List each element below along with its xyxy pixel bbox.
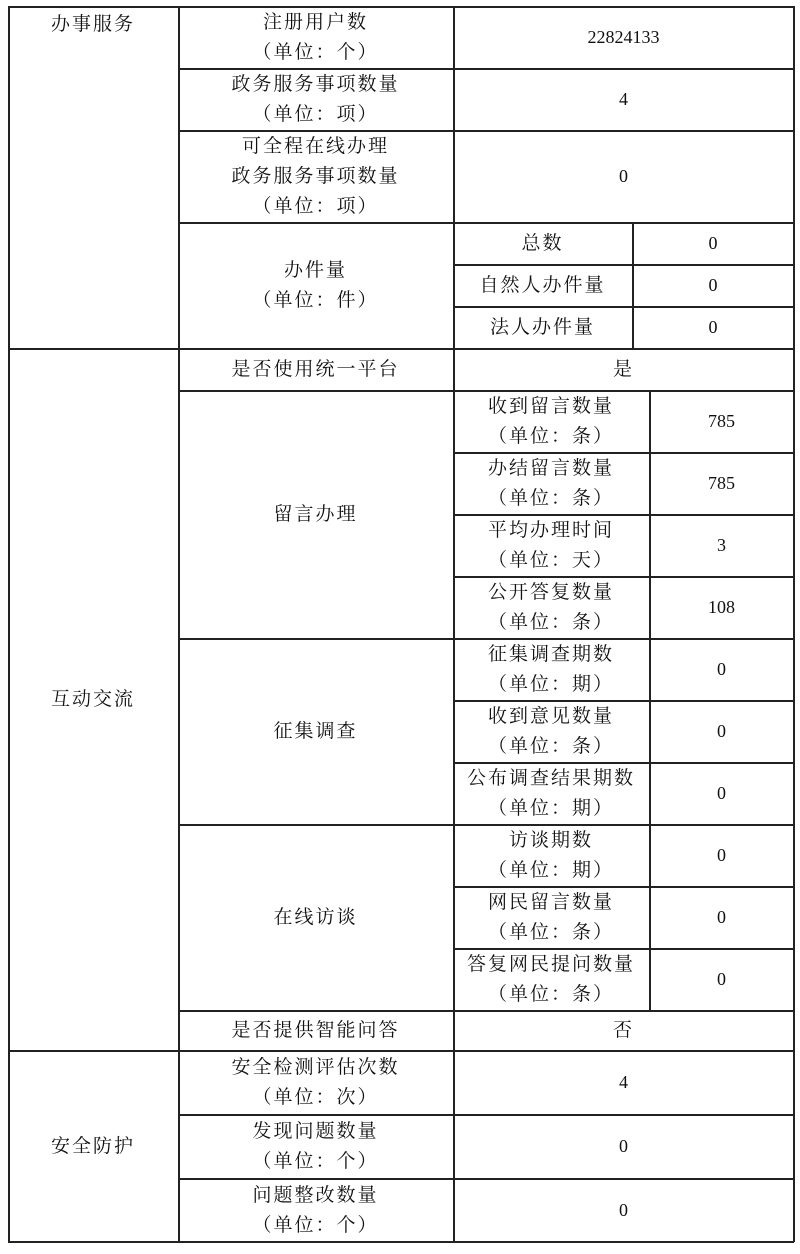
- divider-col-2: [453, 6, 455, 1242]
- item-replies-to-netizens-label: 答复网民提问数量 （单位：条）: [466, 953, 635, 1005]
- category-label: 办事服务: [50, 13, 135, 35]
- row-issues-fixed-label: 问题整改数量 （单位：个）: [252, 1184, 379, 1236]
- row-online-items-value: 0: [619, 166, 628, 186]
- row-divider: [178, 1114, 794, 1116]
- item-public-replies-label: 公开答复数量 （单位：条）: [487, 581, 614, 633]
- table-border-right: [793, 6, 795, 1242]
- item-public-replies-value: 108: [708, 597, 735, 617]
- statistics-table: [8, 6, 794, 1242]
- table-border-top: [8, 6, 794, 8]
- row-registered-users-value: 22824133: [587, 27, 660, 47]
- category-office-services: [8, 6, 178, 348]
- row-divider: [178, 824, 794, 826]
- section-divider-1: [8, 348, 794, 350]
- row-online-items-label: 可全程在线办理 政务服务事项数量 （单位：项）: [231, 135, 400, 217]
- row-service-items-label: 政务服务事项数量 （单位：项）: [231, 73, 400, 125]
- item-received-messages-value: 785: [708, 411, 735, 431]
- category-label: 安全防护: [50, 1135, 135, 1157]
- table-border-bottom: [8, 1241, 794, 1243]
- row-security-checks-label: 安全检测评估次数 （单位：次）: [231, 1056, 400, 1108]
- item-replies-to-netizens-value: 0: [717, 969, 726, 989]
- row-divider: [178, 390, 794, 392]
- item-survey-results-label: 公布调查结果期数 （单位：期）: [466, 767, 635, 819]
- group-survey: 征集调查: [273, 720, 358, 742]
- row-divider: [178, 222, 794, 224]
- row-divider: [178, 130, 794, 132]
- subrow-divider: [453, 306, 794, 308]
- item-opinions-received-value: 0: [717, 721, 726, 741]
- subrow-divider: [453, 948, 794, 950]
- divider-col-3a: [632, 222, 634, 348]
- subrow-total-label: 总数: [521, 232, 564, 254]
- group-message-handling: 留言办理: [273, 503, 358, 525]
- row-divider: [178, 68, 794, 70]
- subrow-divider: [453, 264, 794, 266]
- row-issues-found-value: 0: [619, 1136, 628, 1156]
- subrow-divider: [453, 886, 794, 888]
- row-issues-found-label: 发现问题数量 （单位：个）: [252, 1120, 379, 1172]
- subrow-divider: [453, 576, 794, 578]
- group-online-interview: 在线访谈: [273, 906, 358, 928]
- divider-col-1: [178, 6, 180, 1242]
- item-avg-handling-time-value: 3: [717, 535, 726, 555]
- subrow-legal-person-label: 法人办件量: [489, 316, 595, 338]
- subrow-natural-person-value: 0: [708, 275, 718, 295]
- item-avg-handling-time-label: 平均办理时间 （单位：天）: [487, 519, 614, 571]
- item-survey-periods-value: 0: [717, 659, 726, 679]
- item-netizen-messages-value: 0: [717, 907, 726, 927]
- row-unified-platform-value: 是: [612, 358, 634, 380]
- row-issues-fixed-value: 0: [619, 1200, 628, 1220]
- row-smart-qa-value: 否: [612, 1019, 634, 1041]
- category-interaction: [8, 348, 178, 1050]
- category-security: [8, 1050, 178, 1242]
- item-survey-periods-label: 征集调查期数 （单位：期）: [487, 643, 614, 695]
- item-interview-periods-label: 访谈期数 （单位：期）: [487, 829, 614, 881]
- row-security-checks-value: 4: [619, 1072, 628, 1092]
- row-registered-users-label: 注册用户数 （单位：个）: [252, 11, 379, 63]
- item-received-messages-label: 收到留言数量 （单位：条）: [487, 395, 614, 447]
- item-interview-periods-value: 0: [717, 845, 726, 865]
- row-unified-platform-label: 是否使用统一平台: [231, 358, 400, 380]
- item-closed-messages-label: 办结留言数量 （单位：条）: [487, 457, 614, 509]
- row-divider: [178, 1178, 794, 1180]
- row-service-items-value: 4: [619, 89, 628, 109]
- table-border-left: [8, 6, 10, 1242]
- row-divider: [178, 638, 794, 640]
- item-closed-messages-value: 785: [708, 473, 735, 493]
- subrow-total-value: 0: [708, 233, 718, 253]
- subrow-divider: [453, 452, 794, 454]
- section-divider-2: [8, 1050, 794, 1052]
- item-opinions-received-label: 收到意见数量 （单位：条）: [487, 705, 614, 757]
- category-label: 互动交流: [50, 688, 135, 710]
- subrow-divider: [453, 514, 794, 516]
- row-divider: [178, 1010, 794, 1012]
- item-survey-results-value: 0: [717, 783, 726, 803]
- subrow-legal-person-value: 0: [708, 317, 718, 337]
- subrow-divider: [453, 700, 794, 702]
- subrow-natural-person-label: 自然人办件量: [479, 274, 606, 296]
- item-netizen-messages-label: 网民留言数量 （单位：条）: [487, 891, 614, 943]
- subrow-divider: [453, 762, 794, 764]
- row-case-volume-label: 办件量 （单位：件）: [252, 259, 379, 311]
- row-smart-qa-label: 是否提供智能问答: [231, 1019, 400, 1041]
